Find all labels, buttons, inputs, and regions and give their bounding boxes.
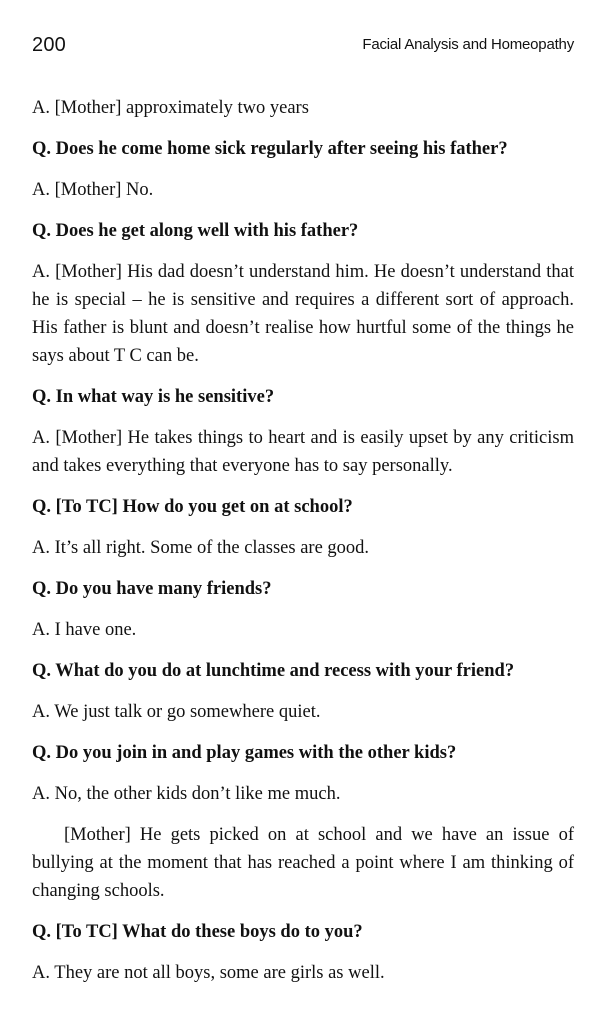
continuation-paragraph: [Mother] He gets picked on at school and we have an issue of bullying at the moment that has reached a point where I am thinking of changing schools. bbox=[32, 825, 574, 901]
answer-paragraph: A. [Mother] No. bbox=[32, 180, 154, 200]
answer-paragraph: A. We just talk or go somewhere quiet. bbox=[32, 702, 321, 722]
question-paragraph: Q. [To TC] How do you get on at school? bbox=[32, 497, 353, 517]
answer-paragraph: A. I have one. bbox=[32, 620, 137, 640]
answer-paragraph: A. No, the other kids don’t like me much. bbox=[32, 784, 341, 804]
question-paragraph: Q. [To TC] What do these boys do to you? bbox=[32, 922, 363, 942]
page-header bbox=[32, 34, 574, 62]
page-body bbox=[32, 94, 574, 1000]
answer-paragraph: A. It’s all right. Some of the classes are good. bbox=[32, 538, 370, 558]
answer-paragraph: A. [Mother] His dad doesn’t understand him. He doesn’t understand that he is special – he is sensitive and requires a different sort of approach. His father is blunt and doesn’t realise how hurtful some of the things he says about T C can be. bbox=[32, 262, 574, 366]
page-number: 200 bbox=[32, 34, 66, 56]
question-paragraph: Q. In what way is he sensitive? bbox=[32, 387, 275, 407]
running-head: Facial Analysis and Homeopathy bbox=[362, 36, 574, 53]
answer-paragraph: A. They are not all boys, some are girls as well. bbox=[32, 963, 385, 983]
question-paragraph: Q. Does he come home sick regularly after seeing his father? bbox=[32, 139, 508, 159]
question-paragraph: Q. Do you join in and play games with the other kids? bbox=[32, 743, 457, 763]
answer-paragraph: A. [Mother] approximately two years bbox=[32, 98, 309, 118]
answer-paragraph: A. [Mother] He takes things to heart and is easily upset by any criticism and takes everything that everyone has to say personally. bbox=[32, 428, 574, 476]
question-paragraph: Q. Do you have many friends? bbox=[32, 579, 272, 599]
question-paragraph: Q. What do you do at lunchtime and recess with your friend? bbox=[32, 661, 515, 681]
question-paragraph: Q. Does he get along well with his father? bbox=[32, 221, 359, 241]
